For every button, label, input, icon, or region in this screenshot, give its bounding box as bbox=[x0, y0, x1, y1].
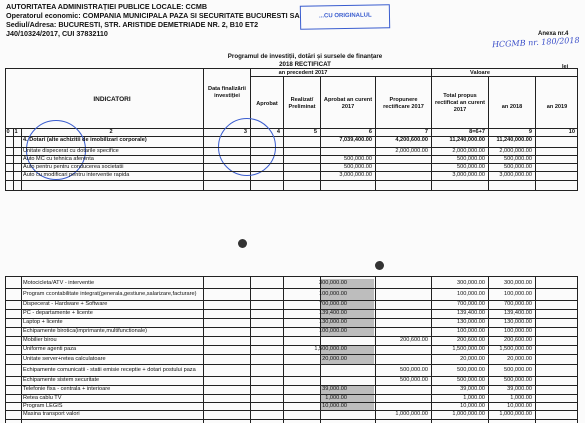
value-cell-an2018: 39,000.00 bbox=[507, 386, 532, 392]
indicator-label: Unitate server+retea calculatoare bbox=[23, 355, 106, 362]
index-cell: 10 bbox=[568, 129, 575, 135]
value-cell-aprobat-curent: 10,000.00 bbox=[322, 402, 347, 409]
value-cell-propunere: 2,000,000.00 bbox=[395, 148, 428, 154]
value-cell-total: 500,000.00 bbox=[457, 164, 485, 170]
value-cell-aprobat-curent: 700,000.00 bbox=[319, 301, 347, 307]
program-subtitle: 2018 RECTIFICAT bbox=[279, 61, 331, 68]
value-cell-an2018: 1,000,000.00 bbox=[499, 411, 532, 417]
indicator-label: Program ccontabilitate integrat(generala,gestiune,salarizare,facturare) bbox=[23, 290, 197, 297]
row-rule bbox=[5, 288, 578, 289]
indicator-label: Auto MC cu tehnica aferenta bbox=[23, 156, 94, 162]
indicator-label: 4. Dotari (alte achizitii de imobilizari corporale) bbox=[23, 137, 147, 143]
value-cell-an2018: 100,000.00 bbox=[504, 328, 532, 334]
value-cell-an2018: 1,000.00 bbox=[510, 394, 532, 401]
indicator-label: Auto cu modificari pentru interventie rapida bbox=[23, 172, 130, 178]
value-cell-an2018: 500,000.00 bbox=[504, 164, 532, 170]
col-indicatori: INDICATORI bbox=[93, 96, 131, 103]
indicator-label: Uniforme agenti paza bbox=[23, 346, 77, 352]
value-cell-an2018: 1,500,000.00 bbox=[499, 346, 532, 352]
value-cell-total: 100,000.00 bbox=[457, 290, 485, 297]
value-cell-an2018: 200,600.00 bbox=[504, 337, 532, 343]
handwritten-decision-number: HCGMB nr. 180/2018 bbox=[491, 35, 580, 50]
value-cell-total: 2,000,000.00 bbox=[452, 148, 485, 154]
value-cell-total: 500,000.00 bbox=[457, 377, 485, 383]
indicator-label: Echipamente birotica(imprimante,multifunctionale) bbox=[23, 328, 148, 334]
value-cell-aprobat-curent: 139,400.00 bbox=[319, 310, 347, 316]
operator-line: Operatorul economic: COMPANIA MUNICIPALA PAZA SI SECURITATE BUCURESTI SA bbox=[6, 11, 300, 20]
value-cell-total: 20,000.00 bbox=[460, 355, 485, 362]
indicator-label: Echipamente comunicatii - statii emisie receptie + dotari postului paza bbox=[23, 366, 196, 373]
conformity-stamp bbox=[300, 4, 390, 30]
indicator-label: Laptop + licente bbox=[23, 319, 63, 325]
col-aprobat: Aprobat bbox=[256, 101, 278, 107]
value-cell-total: 10,000.00 bbox=[460, 402, 485, 409]
indicator-label: Masina transport valori bbox=[23, 411, 80, 417]
index-cell: 4 bbox=[276, 129, 280, 135]
col-an-2018: an 2018 bbox=[501, 104, 523, 110]
value-cell-an2018: 130,000.00 bbox=[504, 319, 532, 325]
indicator-label: Dispecerat - Hardware + Software bbox=[23, 301, 108, 307]
value-cell-an2018: 2,000,000.00 bbox=[499, 148, 532, 154]
value-cell-aprobat-curent: 20,000.00 bbox=[322, 355, 347, 362]
value-cell-aprobat-curent: 130,000.00 bbox=[319, 319, 347, 325]
value-cell-aprobat-curent: 500,000.00 bbox=[344, 156, 372, 162]
value-cell-total: 1,000,000.00 bbox=[452, 411, 485, 417]
col-data-finalizarii: Data finalizării investiției bbox=[208, 86, 246, 99]
value-cell-an2018: 20,000.00 bbox=[507, 355, 532, 362]
value-cell-total: 3,000,000.00 bbox=[452, 172, 485, 178]
col-aprobat-curent: Aprobat an curent 2017 bbox=[323, 97, 373, 110]
value-cell-aprobat-curent: 7,039,400.00 bbox=[339, 137, 372, 143]
col-rule bbox=[203, 276, 204, 423]
row-rule bbox=[5, 364, 578, 365]
punch-hole bbox=[375, 261, 384, 270]
value-cell-total: 100,000.00 bbox=[457, 328, 485, 334]
col-rule bbox=[535, 276, 536, 423]
value-cell-total: 200,600.00 bbox=[457, 337, 485, 343]
value-cell-an2018: 500,000.00 bbox=[504, 156, 532, 162]
value-cell-aprobat-curent: 1,500,000.00 bbox=[314, 346, 347, 352]
punch-hole bbox=[238, 239, 247, 248]
col-rule bbox=[21, 276, 22, 423]
indicator-label: Unitate dispecerat cu dotarile specifice bbox=[23, 148, 119, 154]
col-realizat: Realizat/ Preliminat bbox=[288, 97, 316, 110]
col-valoare: Valoare bbox=[470, 70, 490, 76]
program-title: Programul de investiții, dotări și sursele de finanțare bbox=[227, 53, 383, 60]
index-cell: 3 bbox=[243, 129, 247, 135]
col-rule bbox=[21, 128, 22, 191]
value-cell-aprobat-curent: 3,000,000.00 bbox=[339, 172, 372, 178]
value-cell-propunere: 1,000,000.00 bbox=[395, 411, 428, 417]
indicator-label: Echipamente sistem securitate bbox=[23, 377, 100, 383]
index-cell: 1 bbox=[14, 129, 18, 135]
value-cell-aprobat-curent: 1,000.00 bbox=[325, 394, 347, 401]
value-cell-total: 700,000.00 bbox=[457, 301, 485, 307]
value-cell-aprobat-curent: 39,000.00 bbox=[322, 386, 347, 392]
value-cell-total: 11,240,000.00 bbox=[449, 137, 485, 143]
index-cell: 8=6+7 bbox=[469, 129, 485, 135]
stamp-text: ...CU ORIGINALUL bbox=[318, 12, 372, 20]
value-cell-an2018: 139,400.00 bbox=[504, 310, 532, 316]
value-cell-an2018: 300,000.00 bbox=[504, 279, 532, 286]
index-cell: 0 bbox=[6, 129, 10, 135]
indicator-label: Telefonie fixa - centrala + interioare bbox=[23, 386, 111, 392]
value-cell-propunere: 500,000.00 bbox=[400, 377, 428, 383]
index-cell: 5 bbox=[313, 129, 317, 135]
value-cell-total: 139,400.00 bbox=[457, 310, 485, 316]
index-cell: 6 bbox=[368, 129, 372, 135]
row-rule bbox=[5, 180, 578, 181]
address-line: Sediul/Adresa: BUCURESTI, STR. ARISTIDE DEMETRIADE NR. 2, B10 ET2 bbox=[6, 20, 259, 29]
value-cell-propunere: 4,200,600.00 bbox=[395, 137, 428, 143]
col-propunere: Propunere rectificare 2017 bbox=[383, 97, 424, 110]
value-cell-total: 500,000.00 bbox=[457, 156, 485, 162]
value-cell-aprobat-curent: 100,000.00 bbox=[319, 328, 347, 334]
indicator-label: Auto pentru pentru conducerea societatii bbox=[23, 164, 124, 170]
authority-line: AUTORITATEA ADMINISTRAȚIEI PUBLICE LOCALE: CCMB bbox=[6, 2, 208, 11]
indicator-label: Program LEGIS bbox=[23, 402, 63, 409]
value-cell-total: 300,000.00 bbox=[457, 279, 485, 286]
value-cell-an2018: 11,240,000.00 bbox=[496, 137, 532, 143]
value-cell-an2018: 500,000.00 bbox=[504, 366, 532, 373]
value-cell-propunere: 500,000.00 bbox=[400, 366, 428, 373]
value-cell-propunere: 200,600.00 bbox=[400, 337, 428, 343]
value-cell-total: 39,000.00 bbox=[460, 386, 485, 392]
col-rule bbox=[13, 128, 14, 191]
row-rule bbox=[5, 419, 578, 420]
col-total-propus: Total propus rectificat an curent 2017 bbox=[434, 93, 486, 113]
value-cell-an2018: 500,000.00 bbox=[504, 377, 532, 383]
col-an-2019: an 2019 bbox=[546, 104, 568, 110]
value-cell-aprobat-curent: 100,000.00 bbox=[319, 290, 347, 297]
indicator-label: Mobilier birou bbox=[23, 337, 57, 343]
currency-unit: lei bbox=[562, 64, 569, 70]
index-cell: 9 bbox=[528, 129, 532, 135]
value-cell-total: 1,500,000.00 bbox=[452, 346, 485, 352]
value-cell-an2018: 10,000.00 bbox=[507, 402, 532, 409]
value-cell-aprobat-curent: 500,000.00 bbox=[344, 164, 372, 170]
col-rule bbox=[375, 276, 376, 423]
index-cell: 7 bbox=[424, 129, 428, 135]
col-rule bbox=[250, 276, 251, 423]
indicator-label: PC - departamente + licente bbox=[23, 310, 93, 316]
value-cell-total: 1,000.00 bbox=[463, 394, 485, 401]
indicator-label: Retea cablu TV bbox=[23, 394, 62, 401]
value-cell-aprobat-curent: 300,000.00 bbox=[319, 279, 347, 286]
value-cell-total: 130,000.00 bbox=[457, 319, 485, 325]
registration-line: J40/10324/2017, CUI 37832110 bbox=[6, 29, 108, 38]
value-cell-total: 500,000.00 bbox=[457, 366, 485, 373]
value-cell-an2018: 100,000.00 bbox=[504, 290, 532, 297]
index-cell: 2 bbox=[109, 129, 113, 135]
col-an-precedent: an precedent 2017 bbox=[278, 70, 328, 76]
annex-label: Anexa nr.4 bbox=[538, 31, 569, 37]
value-cell-an2018: 3,000,000.00 bbox=[499, 172, 532, 178]
indicator-label: Motocicleta/ATV - interventie bbox=[23, 279, 95, 286]
value-cell-an2018: 700,000.00 bbox=[504, 301, 532, 307]
